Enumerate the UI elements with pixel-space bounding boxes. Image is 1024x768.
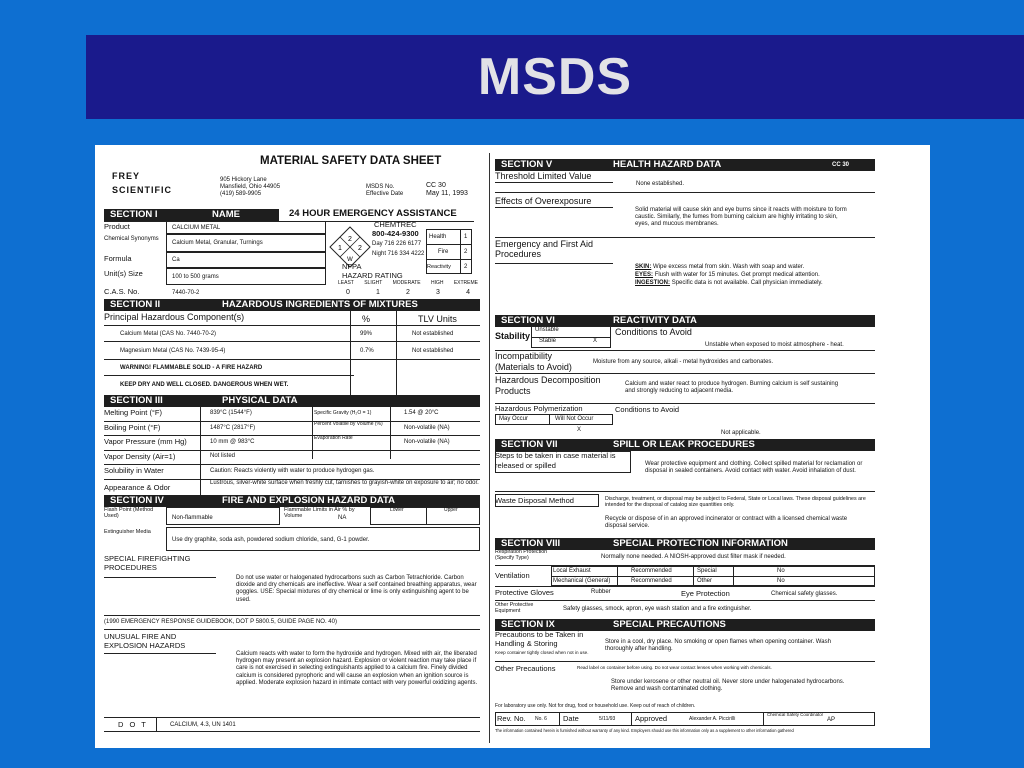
effective-date-label: Effective Date [366, 191, 404, 197]
rev-label: Rev. No. [497, 714, 526, 723]
slide-title: MSDS [477, 48, 633, 106]
formula-value: Ca [172, 257, 180, 263]
section-4-header [104, 495, 480, 507]
first-aid-skin: SKIN: Wipe excess metal from skin. Wash with soap and water. [635, 264, 805, 270]
appearance-label: Appearance & Odor [104, 483, 171, 492]
special-label: Special [697, 568, 717, 574]
address-line1: 905 Hickory Lane [220, 177, 267, 183]
effects-value: Solid material will cause skin and eye burns since it reacts with moisture to form caustic. Similarly, the fumes from burning calcium are highly irritating to skin, eyes, and mucous membranes. [635, 207, 847, 228]
date-value: 5/11/93 [599, 716, 616, 722]
waste-label: Waste Disposal Method [495, 496, 574, 505]
emergency-assistance-title: 24 HOUR EMERGENCY ASSISTANCE [289, 208, 457, 219]
ingredient-1: Calcium Metal (CAS No. 7440-70-2) [120, 331, 217, 337]
flash-label: Flash Point (Method Used) [104, 507, 154, 520]
coord-label: Chemical Safety Coordinator [767, 712, 824, 717]
limits-value: NA [338, 515, 347, 521]
stable-label: Stable [539, 338, 557, 344]
decomp-label: Hazardous Decomposition Products [495, 375, 601, 397]
evap-label: Evaporation Rate [314, 435, 353, 441]
section-2-header [104, 299, 480, 311]
unit-size-label: Unit(s) Size [104, 269, 143, 278]
section-3-name: PHYSICAL DATA [222, 395, 298, 406]
flash-value: Non-flammable [172, 515, 213, 521]
cas-label: C.A.S. No. [104, 287, 140, 296]
vd-label: Vapor Density (Air=1) [104, 452, 176, 461]
left-column [100, 145, 486, 748]
address-line2: Mansfield, Ohio 44905 [220, 184, 281, 190]
health-label: Health [429, 234, 447, 240]
synonyms-label: Chemical Synonyms [104, 236, 159, 242]
vp-label: Vapor Pressure (mm Hg) [104, 437, 187, 446]
incompat-value: Moisture from any source, alkali - metal hydroxides and carbonates. [593, 359, 774, 365]
first-aid-label: Emergency and First Aid Procedures [495, 239, 594, 260]
section-1-label: SECTION I [110, 209, 158, 220]
waste-value-1: Discharge, treatment, or disposal may be subject to Federal, State or Local laws. These disposal guidelines are intended for the disposal of catalog size quantities only. [605, 496, 866, 509]
resp-label: Respiration Protection (Specify Type) [495, 549, 548, 562]
ext-label: Extinguisher Media [104, 529, 151, 535]
conditions-value: Unstable when exposed to moist atmosphere - heat. [705, 342, 844, 348]
eye-value: Chemical safety glasses. [771, 591, 838, 597]
formula-label: Formula [104, 254, 132, 263]
unstable-label: Unstable [535, 327, 559, 333]
approved-value: Alexander A. Piccirilli [689, 716, 736, 722]
dot-label: D O T [118, 720, 148, 729]
keep-dry-text: KEEP DRY AND WELL CLOSED. DANGEROUS WHEN WET. [120, 382, 289, 388]
tlv-value: None established. [636, 181, 685, 187]
stability-label: Stability [495, 331, 531, 341]
msds-document [95, 145, 930, 748]
guidebook: (1990 EMERGENCY RESPONSE GUIDEBOOK, DOT P 5800.5, GUIDE PAGE NO. 40) [104, 619, 337, 625]
date-label: Date [563, 714, 579, 723]
mech-value: Recommended [631, 578, 672, 584]
solubility-value: Caution: Reacts violently with water to produce hydrogen gas. [210, 468, 375, 474]
gloves-value: Rubber [591, 589, 611, 595]
disclaimer: The information contained herein is furnished without warranty of any kind. Employers should use this information only as a supplement to other information gathered [495, 728, 794, 733]
evap-value: Non-volatile (NA) [404, 439, 450, 445]
resp-value: Normally none needed. A NIOSH-approved dust filter mask if needed. [601, 554, 786, 560]
right-column [493, 145, 925, 748]
col-tlv: TLV Units [418, 314, 457, 324]
section-5-code: CC 30 [831, 162, 849, 168]
section-1-name: NAME [212, 209, 240, 220]
poly-mark: X [577, 427, 582, 433]
synonyms-value: Calcium Metal, Granular, Turnings [172, 240, 263, 246]
section-5-name: HEALTH HAZARD DATA [613, 159, 722, 170]
rating-scale-values: 0 1 2 3 4 [346, 289, 470, 296]
pv-label: Percent Volatile by Volume (%) [314, 421, 383, 427]
fire-label: Fire [438, 249, 449, 255]
fire-value: 2 [464, 249, 468, 255]
steps-label: Steps to be taken in case material is released or spilled [495, 451, 616, 470]
diamond-top: 2 [348, 236, 352, 243]
coord-value: AP [827, 717, 836, 723]
melting-label: Melting Point (°F) [104, 408, 163, 417]
section-7-header [495, 439, 875, 451]
gloves-label: Protective Gloves [495, 588, 554, 597]
tlv-label: Threshold Limited Value [495, 171, 592, 181]
rev-value: No. 6 [535, 716, 547, 722]
sg-label: Specific Gravity (H₂O = 1) [314, 410, 372, 416]
limits-label: Flammable Limits in Air % by Volume [284, 507, 355, 520]
diamond-left: 1 [338, 245, 342, 252]
other-precautions-label: Other Precautions [495, 664, 556, 673]
ingredient-2-percent: 0.7% [360, 348, 374, 354]
section-3-label: SECTION III [110, 395, 163, 406]
section-2-name: HAZARDOUS INGREDIENTS OF MIXTURES [222, 299, 418, 310]
vp-value: 10 mm @ 983°C [210, 439, 255, 445]
other-equip-value: Safety glasses, smock, apron, eye wash station and a fire extinguisher. [563, 606, 752, 612]
section-4-name: FIRE AND EXPLOSION HAZARD DATA [222, 495, 395, 506]
section-7-label: SECTION VII [501, 439, 558, 450]
section-5-label: SECTION V [501, 159, 553, 170]
section-6-name: REACTIVITY DATA [613, 315, 697, 326]
solubility-label: Solubility in Water [104, 466, 164, 475]
section-2-label: SECTION II [110, 299, 161, 310]
mech-label: Mechanical (General) [553, 578, 611, 584]
sfp-value: Do not use water or halogenated hydrocarbons such as Carbon Tetrachloride. Carbon dioxide and dry chemicals are ineffective. Wear a self contained breathing apparatus, wear goggles. USE: Special mixtures of dry chemical or lime is only extinguishing agent to be used. [236, 575, 477, 603]
section-8-label: SECTION VIII [501, 538, 561, 549]
stable-mark: X [593, 338, 598, 344]
product-label: Product [104, 222, 130, 231]
diamond-right: 2 [358, 245, 362, 252]
col-component: Principal Hazardous Component(s) [104, 312, 245, 322]
poly-conditions-value: Not applicable. [721, 430, 761, 436]
boiling-label: Boiling Point (°F) [104, 423, 161, 432]
melting-value: 839°C (1544°F) [210, 410, 252, 416]
health-value: 1 [464, 234, 468, 240]
conditions-label: Conditions to Avoid [615, 327, 692, 337]
section-3-header [104, 395, 480, 407]
sg-value: 1.54 @ 20°C [404, 410, 439, 416]
poly-conditions-label: Conditions to Avoid [615, 405, 680, 414]
other-vent-value: No [777, 578, 785, 584]
slide-title-bar [86, 35, 1024, 119]
boiling-value: 1487°C (2817°F) [210, 425, 256, 431]
ingredient-2-tlv: Not established [412, 348, 454, 354]
col-percent: % [362, 314, 371, 324]
msds-no-label: MSDS No. [366, 184, 395, 190]
may-occur-label: May Occur [499, 416, 529, 422]
dot-value: CALCIUM, 4.3, UN 1401 [170, 722, 236, 728]
first-aid-eyes: EYES: Flush with water for 15 minutes. Get prompt medical attention. [635, 272, 820, 278]
effects-label: Effects of Overexposure [495, 196, 592, 206]
warning-text: WARNING! FLAMMABLE SOLID - A FIRE HAZARD [120, 365, 263, 371]
first-aid-ingestion: INGESTION: Specific data is not available. Call physician immediately. [635, 280, 823, 286]
company-name-line2: SCIENTIFIC [112, 185, 173, 195]
section-7-name: SPILL OR LEAK PROCEDURES [613, 439, 755, 450]
ingredient-1-percent: 99% [360, 331, 373, 337]
ingredient-1-tlv: Not established [412, 331, 454, 337]
section-4-label: SECTION IV [110, 495, 164, 506]
approved-label: Approved [635, 714, 668, 723]
msds-no: CC 30 [426, 182, 446, 189]
incompat-label: Incompatibility (Materials to Avoid) [495, 351, 572, 372]
reactivity-value: 2 [464, 264, 468, 270]
vd-value: Not listed [210, 453, 236, 459]
nfpa-label: NFPA [342, 262, 362, 271]
cas-value: 7440-70-2 [172, 290, 200, 296]
section-9-name: SPECIAL PRECAUTIONS [613, 619, 726, 630]
effective-date: May 11, 1993 [426, 190, 468, 197]
chemtrec-label: CHEMTREC [374, 220, 417, 229]
section-8-name: SPECIAL PROTECTION INFORMATION [613, 538, 788, 549]
section-6-label: SECTION VI [501, 315, 555, 326]
product-value: CALCIUM METAL [172, 225, 221, 231]
handling-value: Store in a cool, dry place. No smoking or open flames when opening container. Wash thoroughly after handling. [605, 639, 831, 653]
unusual-label: UNUSUAL FIRE AND EXPLOSION HAZARDS [104, 632, 186, 650]
eye-label: Eye Protection [681, 589, 730, 598]
special-value: No [777, 568, 785, 574]
unit-size-value: 100 to 500 grams [172, 274, 219, 280]
reactivity-label: Reactivity [427, 264, 451, 270]
lower-label: Lower [390, 507, 404, 513]
appearance-value: Lustrous, silver-white surface when freshly cut, tarnishes to grayish-white on exposure to air; no odor. [210, 480, 479, 486]
local-exhaust-label: Local Exhaust [553, 568, 591, 574]
diamond-bottom: W [347, 257, 353, 263]
other-vent-label: Other [697, 578, 713, 584]
chemtrec-phone: 800-424-9300 [372, 229, 419, 238]
sfp-label: SPECIAL FIREFIGHTING PROCEDURES [104, 554, 191, 572]
section-9-label: SECTION IX [501, 619, 555, 630]
hazard-rating-label: HAZARD RATING [342, 271, 403, 280]
waste-value-2: Recycle or dispose of in an approved incinerator or contract with a licensed chemical waste disposal service. [605, 516, 848, 530]
ventilation-label: Ventilation [495, 571, 530, 580]
ext-value: Use dry graphite, soda ash, powdered sodium chloride, sand, G-1 powder. [172, 537, 370, 543]
other-precautions-value: Store under kerosene or other neutral oil. Never store under halogenated hydrocarbons. Remove and wash contaminated clothing. [611, 679, 845, 693]
company-name-line1: FREY [112, 171, 141, 181]
decomp-value: Calcium and water react to produce hydrogen. Burning calcium is self sustaining and strongly reducing to adjacent media. [625, 381, 839, 395]
upper-label: Upper [444, 507, 458, 513]
poly-label: Hazardous Polymerization [495, 404, 583, 413]
handling-note: Keep container tightly closed when not in use. [495, 650, 589, 655]
will-not-label: Will Not Occur [555, 416, 594, 422]
lab-use-text: For laboratory use only. Not for drug, food or household use. Keep out of reach of children. [495, 703, 696, 709]
day-phone: Day 716 226 6177 [372, 241, 422, 247]
local-exhaust-value: Recommended [631, 568, 672, 574]
night-phone: Night 716 334 4222 [372, 251, 425, 257]
unusual-value: Calcium reacts with water to form the hydroxide and hydrogen. Mixed with air, the liberated hydrogen may present an explosion hazard. Explosion or violent reaction may take place if care is not exercised in selecting extinguishants applied to a calcium fire. Finely divided calcium is considered pyrophoric and will cause an explosion when an ignition source is applied. Moderate explosion hazard in intimate contact with very powerful oxidizing agents. [236, 651, 478, 686]
other-precautions-note: Read label on container before using. Do not wear contact lenses when working with chemicals. [577, 665, 772, 670]
other-equip-label: Other Protective Equipment [495, 602, 534, 615]
handling-label: Precautions to be Taken in Handling & Storing [495, 630, 584, 649]
sheet-title: MATERIAL SAFETY DATA SHEET [260, 155, 442, 167]
pv-value: Non-volatile (NA) [404, 425, 450, 431]
section-1-header [104, 209, 279, 221]
section-5-header [495, 159, 875, 171]
steps-value: Wear protective equipment and clothing. Collect spilled material for reclamation or disposal in sealed containers. Avoid contact with water. Avoid inhalation of dust. [645, 461, 863, 475]
address-line3: (419) 589-9905 [220, 191, 262, 197]
rating-scale-labels: LEAST SLIGHT MODERATE HIGH EXTREME [338, 280, 478, 286]
ingredient-2: Magnesium Metal (CAS No. 7439-95-4) [120, 348, 226, 354]
